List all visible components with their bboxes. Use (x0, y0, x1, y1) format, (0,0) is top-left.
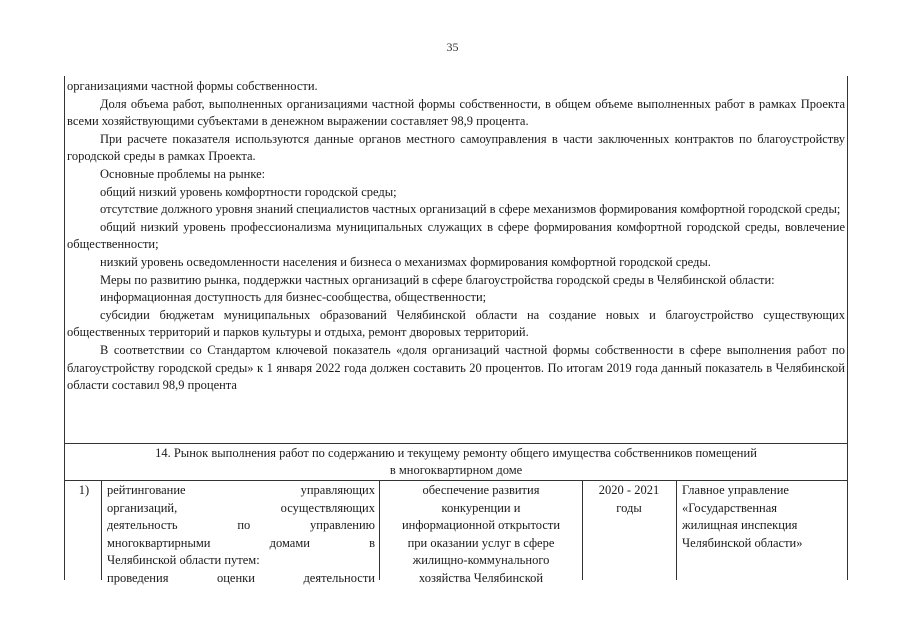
paragraph: Меры по развитию рынка, поддержки частных организаций в сфере благоустройства городской среды в Челябинской области: (100, 272, 775, 287)
event-line: многоквартирными домами в (107, 535, 375, 550)
event-line: организаций, осуществляющих (107, 500, 375, 515)
term-cell (585, 482, 673, 517)
paragraph: отсутствие должного уровня знаний специалистов частных организаций в сфере механизмов формирования комфортной городской среды; (100, 202, 841, 217)
paragraph: При расчете показателя используются данные органов местного самоуправления в части заключенных контрактов по благоустройству городской среды в рамках Проекта. (67, 131, 845, 164)
term-line: 2020 - 2021 (598, 483, 660, 497)
result-cell (383, 482, 579, 588)
result-line: жилищно-коммунального (412, 553, 550, 568)
event-line: Челябинской области путем: (107, 553, 260, 568)
paragraph: субсидии бюджетам муниципальных образований Челябинской области на создание новых и благоустройство существующих общественных территорий и парков культуры и отдыха, ремонт дворовых территорий. (67, 307, 845, 340)
event-line: рейтингование управляющих (107, 483, 375, 497)
result-line: при оказании услуг в сфере (407, 535, 555, 550)
event-line: деятельность по управлению (107, 518, 375, 533)
section-top-rule (64, 443, 848, 444)
section-heading-line: в многоквартирном доме (389, 463, 523, 477)
section-heading (67, 445, 845, 479)
term-line: годы (616, 500, 642, 515)
responsible-line: «Государственная (682, 500, 778, 515)
responsible-cell (682, 482, 842, 552)
column-divider (101, 480, 102, 580)
column-divider (676, 480, 677, 580)
paragraph: информационная доступность для бизнес-сообщества, общественности; (100, 290, 487, 305)
result-line: обеспечение развития (422, 483, 540, 497)
paragraph: общий низкий уровень профессионализма муниципальных служащих в сфере формирования комфортной городской среды, вовлечение общественности; (67, 219, 845, 252)
result-line: информационной открытости (401, 518, 561, 533)
responsible-line: Главное управление (682, 483, 789, 497)
section-bottom-rule (64, 480, 848, 481)
event-line: проведения оценки деятельности (107, 570, 375, 585)
event-cell (107, 482, 375, 588)
result-line: хозяйства Челябинской (418, 570, 544, 585)
section-heading-line: 14. Рынок выполнения работ по содержанию и текущему ремонту общего имущества собственников помещений (155, 446, 757, 460)
paragraph: организациями частной формы собственности. (67, 79, 318, 93)
page-number: 35 (446, 40, 459, 54)
responsible-line: Челябинской области» (682, 535, 803, 550)
paragraph: общий низкий уровень комфортности городской среды; (100, 184, 397, 199)
row-number: 1) (78, 483, 90, 497)
body-text (67, 78, 845, 395)
paragraph: низкий уровень осведомленности населения и бизнеса о механизмах формирования комфортной городской среды. (100, 254, 711, 269)
paragraph: Доля объема работ, выполненных организациями частной формы собственности, в общем объеме выполненных работ в рамках Проекта всеми хозяйствующими субъектами в денежном выражении составляет 98,9 процента. (67, 96, 845, 129)
paragraph: В соответствии со Стандартом ключевой показатель «доля организаций частной формы собственности в сфере выполнения работ по благоустройству городской среды» к 1 января 2022 года должен составить 20 процентов. По итогам 2019 года данный показатель в Челябинской области составил 98,9 процента (67, 342, 845, 393)
paragraph: Основные проблемы на рынке: (100, 166, 266, 181)
column-divider (379, 480, 380, 580)
responsible-line: жилищная инспекция (682, 518, 798, 533)
result-line: конкуренции и (441, 500, 521, 515)
column-divider (582, 480, 583, 580)
